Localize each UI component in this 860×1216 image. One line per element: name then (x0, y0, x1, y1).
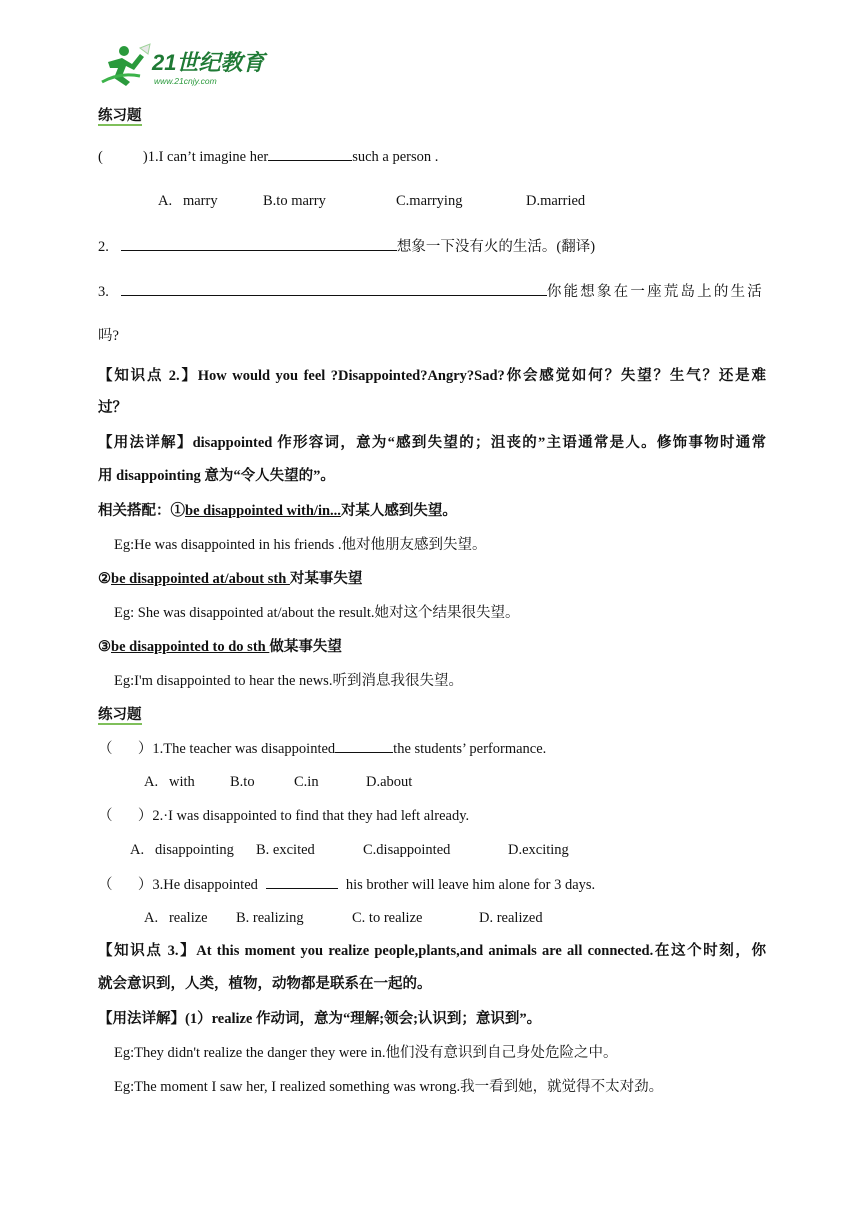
option-a[interactable]: A. disappointing (130, 842, 234, 858)
exercise-1-question-1: ( )1.I can’t imagine her such a person . (98, 146, 438, 167)
option-a[interactable]: A. with (144, 774, 195, 790)
answer-blank[interactable] (266, 874, 338, 889)
usage-explanation: 【用法详解】disappointed 作形容词，意为“感到失望的；沮丧的”主语通常是人。修饰事物时通常 (98, 435, 766, 451)
translation-blank[interactable] (121, 236, 397, 251)
exercise-2-question-1: （ ）1.The teacher was disappointed the students’ performance. (98, 738, 546, 759)
example-3: Eg:I'm disappointed to hear the news.听到消息我很失望。 (114, 673, 463, 689)
option-d[interactable]: D.married (526, 193, 586, 209)
option-c[interactable]: C.disappointed (363, 842, 451, 858)
option-b[interactable]: B.to (230, 774, 255, 790)
option-a[interactable]: A. realize (144, 910, 208, 926)
example-1: Eg:He was disappointed in his friends .他对他朋友感到失望。 (114, 537, 487, 553)
exercise-heading-1: 练习题 (98, 108, 142, 124)
option-b[interactable]: B.to marry (263, 193, 326, 209)
option-d[interactable]: D.exciting (508, 842, 569, 858)
answer-blank[interactable] (335, 738, 393, 753)
logo (100, 42, 270, 90)
collocation-2: ②be disappointed at/about sth 对某事失望 (98, 571, 363, 587)
runner-icon (102, 44, 150, 86)
knowledge-point-2-title: 【知识点 2.】How would you feel ?Disappointed?Angry?Sad?你会感觉如何？失望？生气？还是难 (98, 368, 766, 384)
option-c[interactable]: C.marrying (396, 193, 463, 209)
option-b[interactable]: B. excited (256, 842, 315, 858)
logo-brand: 21世纪教育 (152, 50, 265, 75)
option-d[interactable]: D.about (366, 774, 413, 790)
exercise-1-question-2: 2. 想象一下没有火的生活。(翻译) (98, 236, 595, 257)
exercise-2-question-2: （ ）2.·I was disappointed to find that they had left already. (98, 808, 470, 824)
option-d[interactable]: D. realized (479, 910, 543, 926)
usage-explanation-3: 【用法详解】(1）realize 作动词，意为“理解;领会;认识到；意识到”。 (98, 1011, 542, 1027)
exercise-2-question-3: （ ）3.He disappointed his brother will leave him alone for 3 days. (98, 874, 595, 895)
collocation-1: 相关搭配：①be disappointed with/in...对某人感到失望。 (98, 503, 457, 519)
exercise-1-question-3-cont: 吗? (98, 328, 119, 344)
exercise-2-question-3-options (144, 908, 543, 928)
option-c[interactable]: C. to realize (352, 910, 423, 926)
exercise-2-question-2-options (130, 840, 569, 860)
knowledge-point-3-title-cont: 就会意识到，人类，植物，动物都是联系在一起的。 (98, 976, 432, 992)
knowledge-point-3-title: 【知识点 3.】At this moment you realize people,plants,and animals are all connected.在这个时刻，你 (98, 943, 766, 959)
option-b[interactable]: B. realizing (236, 910, 304, 926)
example-5: Eg:The moment I saw her, I realized something was wrong.我一看到她，就觉得不太对劲。 (114, 1079, 664, 1095)
exercise-1-question-3: 3. 你能想象在一座荒岛上的生活 (98, 281, 764, 302)
example-4: Eg:They didn't realize the danger they were in.他们没有意识到自己身处危险之中。 (114, 1045, 618, 1061)
answer-blank[interactable] (268, 146, 352, 161)
logo-url: www.21cnjy.com (154, 76, 217, 86)
collocation-3: ③be disappointed to do sth 做某事失望 (98, 639, 342, 655)
translation-blank[interactable] (121, 281, 547, 296)
exercise-2-question-1-options (144, 772, 413, 792)
option-c[interactable]: C.in (294, 774, 319, 790)
usage-explanation-cont: 用 disappointing 意为“令人失望的”。 (98, 468, 335, 484)
option-a[interactable]: A. marry (158, 193, 218, 209)
exercise-heading-2: 练习题 (98, 707, 142, 723)
exercise-1-question-1-options (158, 191, 586, 211)
knowledge-point-2-title-cont: 过？ (98, 400, 127, 416)
example-2: Eg: She was disappointed at/about the result.她对这个结果很失望。 (114, 605, 520, 621)
